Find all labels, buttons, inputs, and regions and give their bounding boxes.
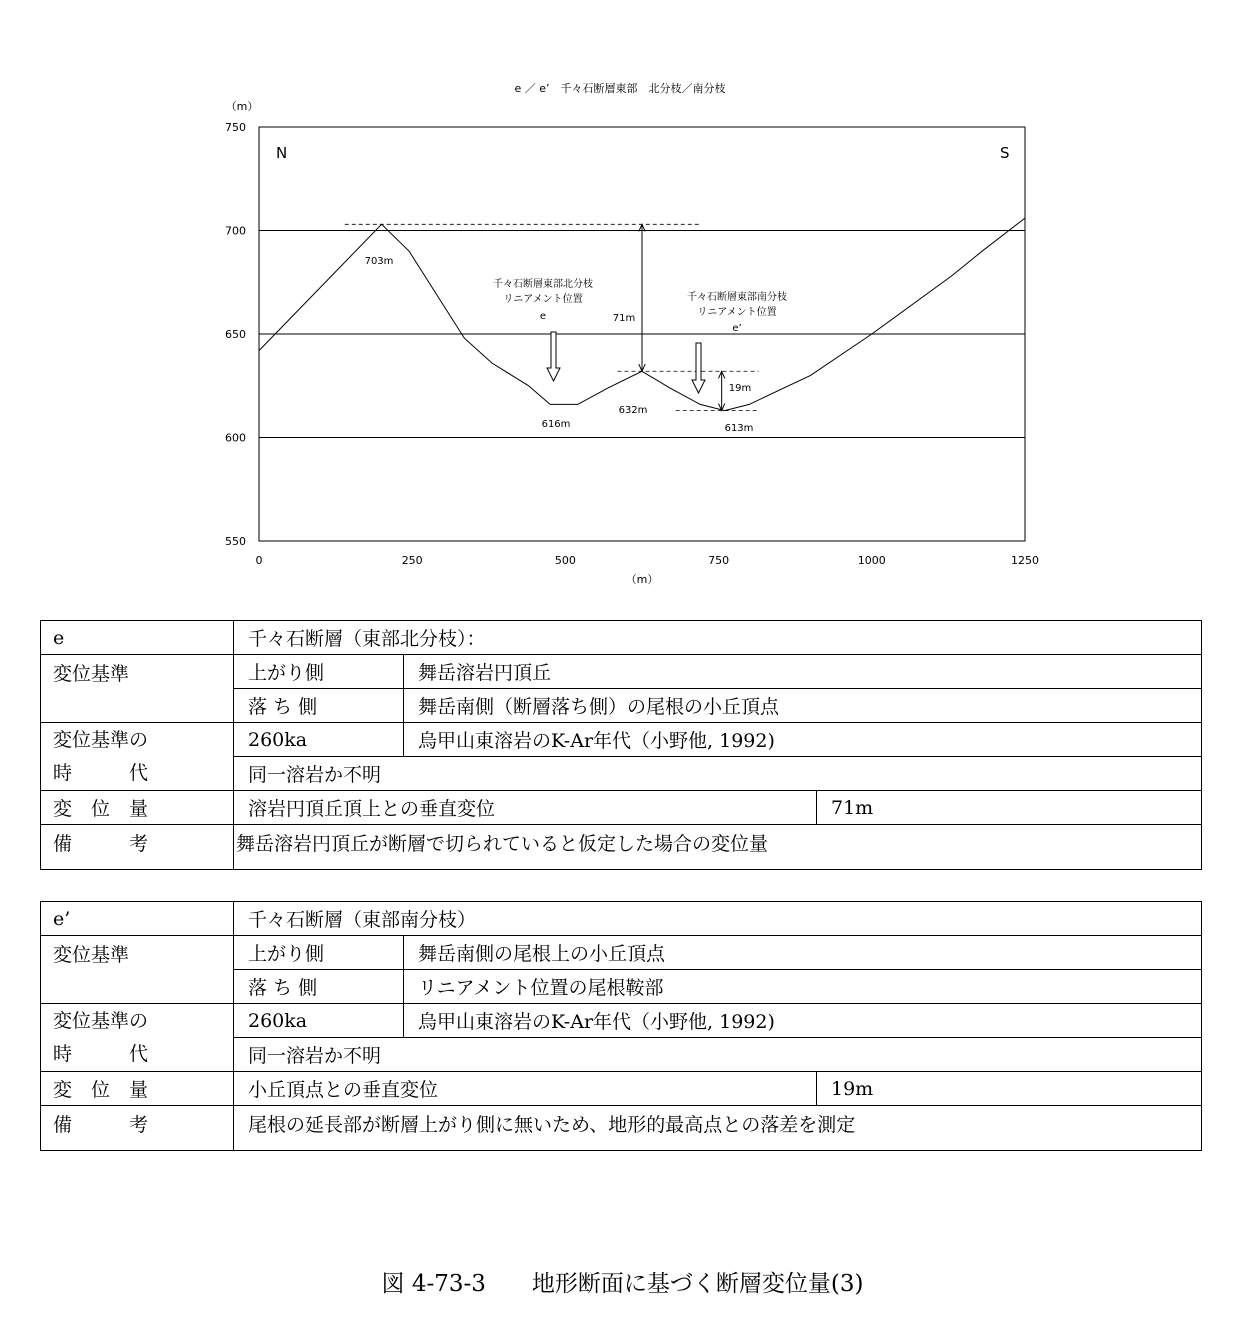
x-tick-label: 250	[401, 554, 423, 567]
table-e2-age-label	[41, 1004, 234, 1072]
x-tick-label: 1250	[1011, 554, 1039, 567]
table-e2-up-value: 舞岳南側の尾根上の小丘頂点	[404, 936, 1202, 970]
table-e2-up-label: 上がり側	[234, 936, 404, 970]
table-e-disp-desc: 溶岩円頂丘頂上との垂直変位	[234, 791, 817, 825]
north-branch-arrow-icon	[547, 332, 560, 381]
table-e	[40, 620, 1202, 870]
table-e-age-note: 同一溶岩か不明	[234, 757, 1202, 791]
table-e-disp-label: 変 位 量	[41, 791, 234, 825]
table-e-age: 260ka	[234, 723, 404, 757]
south-label: S	[1000, 144, 1010, 162]
mid-peak-label: 632m	[618, 405, 648, 416]
table-e2-disp-desc: 小丘頂点との垂直変位	[234, 1072, 817, 1106]
peak-label: 703m	[364, 256, 394, 267]
north-branch-label-2: リニアメント位置	[503, 294, 583, 305]
table-e2-id: e’	[41, 902, 234, 936]
table-e2-age-label-1: 変位基準の	[53, 1009, 149, 1032]
table-e2-age-source: 烏甲山東溶岩のK-Ar年代（小野他, 1992)	[404, 1004, 1202, 1038]
x-axis-unit: （m）	[625, 573, 659, 586]
table-e-note: 舞岳溶岩円頂丘が断層で切られていると仮定した場合の変位量	[234, 825, 1202, 870]
table-e2-age-label-2: 時 代	[53, 1042, 149, 1065]
diff-19-label: 19m	[728, 383, 752, 394]
table-e-basis-label: 変位基準	[41, 655, 234, 723]
y-tick-label: 550	[225, 535, 246, 548]
chart-title: e ／ e’ 千々石断層東部 北分枝／南分枝	[514, 82, 726, 95]
table-e2-age: 260ka	[234, 1004, 404, 1038]
south-branch-label-1: 千々石断層東部南分枝	[687, 292, 787, 303]
figure-caption: 図 4-73-3 地形断面に基づく断層変位量(3)	[381, 1271, 864, 1297]
x-tick-label: 0	[255, 554, 263, 567]
y-tick-label: 600	[225, 431, 246, 445]
north-label: N	[276, 144, 288, 162]
south-branch-label-2: リニアメント位置	[697, 307, 777, 318]
table-e-up-value: 舞岳溶岩円頂丘	[404, 655, 1202, 689]
south-branch-arrow-icon	[692, 343, 705, 393]
x-tick-label: 500	[554, 554, 576, 567]
y-tick-labels	[225, 121, 246, 548]
table-e-note-label: 備 考	[41, 825, 234, 870]
table-e2-down-value: リニアメント位置の尾根鞍部	[404, 970, 1202, 1004]
x-tick-label: 750	[708, 554, 730, 567]
table-e2-disp-label: 変 位 量	[41, 1072, 234, 1106]
table-e2-basis-label: 変位基準	[41, 936, 234, 1004]
table-e-prime	[40, 901, 1202, 1151]
table-e2-note: 尾根の延長部が断層上がり側に無いため、地形的最高点との落差を測定	[234, 1106, 1202, 1151]
table-e-age-label-2: 時 代	[53, 761, 149, 784]
table-e-disp-value: 71m	[817, 791, 1202, 825]
table-e-down-label: 落 ち 側	[234, 689, 404, 723]
y-tick-label: 700	[225, 224, 246, 238]
table-e-title: 千々石断層（東部北分枝）：	[234, 621, 1202, 655]
table-e-age-source: 烏甲山東溶岩のK-Ar年代（小野他, 1992)	[404, 723, 1202, 757]
south-branch-label-3: e’	[732, 323, 742, 334]
y-tick-label: 750	[225, 121, 246, 134]
table-e-up-label: 上がり側	[234, 655, 404, 689]
north-branch-label-1: 千々石断層東部北分枝	[493, 279, 593, 290]
diff-71-label: 71m	[612, 313, 636, 324]
y-axis-unit: （m）	[225, 100, 259, 113]
table-e-down-value: 舞岳南側（断層落ち側）の尾根の小丘頂点	[404, 689, 1202, 723]
x-tick-label: 1000	[857, 554, 886, 567]
north-branch-label-3: e	[539, 311, 547, 322]
table-e2-disp-value: 19m	[817, 1072, 1202, 1106]
x-tick-labels	[256, 554, 1040, 567]
cross-section-chart	[0, 0, 1245, 600]
north-low-label: 616m	[541, 419, 571, 430]
y-tick-label: 650	[225, 328, 246, 341]
table-e2-note-label: 備 考	[41, 1106, 234, 1151]
table-e-id: e	[41, 621, 234, 655]
table-e-age-label	[41, 723, 234, 791]
table-e2-age-note: 同一溶岩か不明	[234, 1038, 1202, 1072]
south-low-label: 613m	[724, 423, 754, 434]
table-e-age-label-1: 変位基準の	[53, 728, 149, 751]
table-e2-down-label: 落 ち 側	[234, 970, 404, 1004]
table-e2-title: 千々石断層（東部南分枝）	[234, 902, 1202, 936]
